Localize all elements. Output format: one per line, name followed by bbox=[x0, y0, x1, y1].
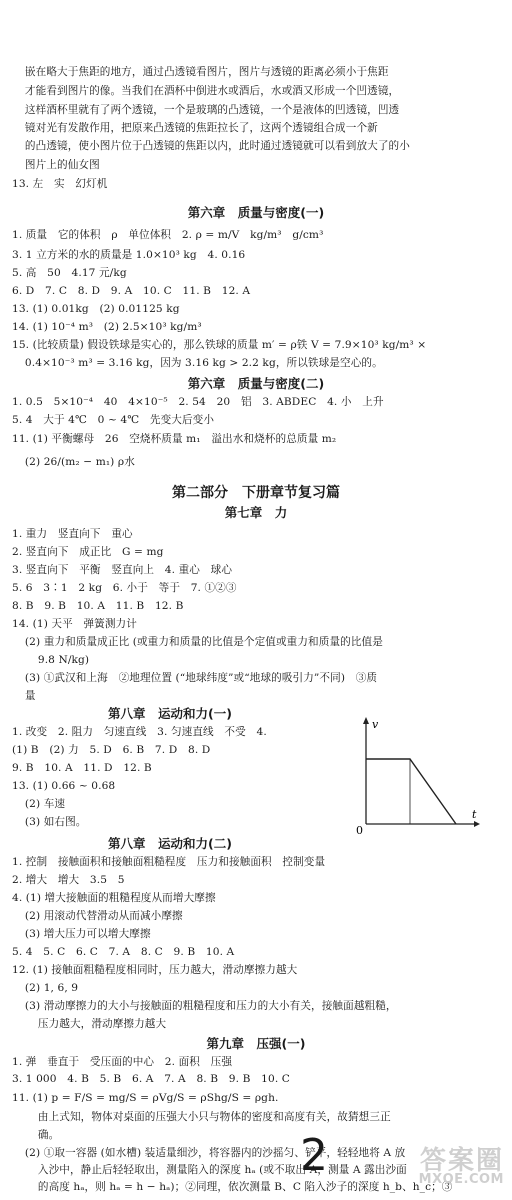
text-line: 这样酒杯里就有了两个透镜，一个是玻璃的凸透镜，一个是液体的凹透镜，凹透 bbox=[18, 104, 400, 116]
text-line: 入沙中，静止后轻轻取出，测量陷入的深度 hₐ (或不取出 A，测量 A 露出沙面 bbox=[24, 1164, 407, 1176]
text-line: 2. 增大 增大 3.5 5 bbox=[12, 874, 125, 886]
chapter-heading: 第六章 质量与密度(一) bbox=[187, 205, 325, 220]
text-line: 9.8 N/kg) bbox=[24, 654, 90, 666]
text-line: 2. 竖直向下 成正比 G = mg bbox=[12, 546, 164, 558]
t-axis-arrow bbox=[474, 821, 480, 827]
text-line: 才能看到图片的像。当我们在酒杯中倒进水或酒后，水或酒又形成一个凹透镜， bbox=[18, 85, 400, 97]
watermark-title: 答案圈 bbox=[419, 1146, 504, 1176]
text-line: 1. 改变 2. 阻力 匀速直线 3. 匀速直线 不受 4. bbox=[12, 726, 267, 738]
velocity-time-graph bbox=[352, 716, 480, 834]
text-line: 的高度 hₐ，则 hₐ = h − hₐ)；②同理，依次测量 B、C 陷入沙子的深度 h_b、h_c；③ bbox=[24, 1181, 453, 1193]
text-line: 的凸透镜，使小图片位于凸透镜的焦距以内，此时通过透镜就可以看到放大了的小 bbox=[18, 140, 410, 152]
text-line: 3. 1 立方米的水的质量是 1.0×10³ kg 4. 0.16 bbox=[12, 249, 246, 261]
text-line: (2) 车速 bbox=[18, 798, 66, 810]
text-line: 1. 弹 垂直于 受压面的中心 2. 面积 压强 bbox=[12, 1056, 233, 1068]
text-line: (3) 增大压力可以增大摩擦 bbox=[18, 928, 151, 940]
text-line: 11. (1) 平衡螺母 26 空烧杯质量 m₁ 溢出水和烧杯的总质量 m₂ bbox=[12, 433, 337, 445]
text-line: 5. 4 大于 4℃ 0 ~ 4℃ 先变大后变小 bbox=[12, 414, 215, 426]
chapter-heading: 第八章 运动和力(二) bbox=[108, 836, 232, 851]
text-line: 12. (1) 接触面粗糙程度相同时，压力越大，滑动摩擦力越大 bbox=[12, 964, 298, 976]
text-line: 14. (1) 天平 弹簧测力计 bbox=[12, 618, 137, 630]
text-line: 镜对光有发散作用，把原来凸透镜的焦距拉长了，这两个透镜组合成一个新 bbox=[18, 122, 378, 134]
text-line: 量 bbox=[18, 690, 36, 702]
text-line: 1. 0.5 5×10⁻⁴ 40 4×10⁻⁵ 2. 54 20 铝 3. ABDEC 4. 小 上升 bbox=[12, 396, 384, 408]
text-line: 1. 控制 接触面积和接触面粗糙程度 压力和接触面积 控制变量 bbox=[12, 856, 326, 868]
text-line: (2) 用滚动代替滑动从而减小摩擦 bbox=[18, 910, 183, 922]
text-line: 3. 1 000 4. B 5. B 6. A 7. A 8. B 9. B 10. C bbox=[12, 1073, 290, 1085]
watermark bbox=[388, 1140, 508, 1194]
chapter-heading: 第七章 力 bbox=[224, 505, 288, 520]
text-line: 3. 竖直向下 平衡 竖直向上 4. 重心 球心 bbox=[12, 564, 233, 576]
text-line: 14. (1) 10⁻⁴ m³ (2) 2.5×10³ kg/m³ bbox=[12, 321, 202, 333]
text-line: 6. D 7. C 8. D 9. A 10. C 11. B 12. A bbox=[12, 285, 251, 297]
text-line: (3) 如右图。 bbox=[18, 816, 87, 828]
text-line: 1. 重力 竖直向下 重心 bbox=[12, 528, 133, 540]
text-line: 5. 6 3∶1 2 kg 6. 小于 等于 7. ①②③ bbox=[12, 582, 237, 594]
t-axis-label: t bbox=[472, 808, 477, 821]
text-line: (2) 26/(m₂ − m₁) ρ水 bbox=[18, 456, 135, 468]
text-line: 13. (1) 0.01kg (2) 0.01125 kg bbox=[12, 303, 180, 315]
text-line: 确。 bbox=[24, 1129, 60, 1141]
text-line: (3) ①武汉和上海 ②地理位置 (“地球纬度”或“地球的吸引力”不同) ③质 bbox=[18, 672, 378, 684]
text-line: 5. 4 5. C 6. C 7. A 8. C 9. B 10. A bbox=[12, 946, 235, 958]
text-line: 8. B 9. B 10. A 11. B 12. B bbox=[12, 600, 184, 612]
text-line: 由上式知，物体对桌面的压强大小只与物体的密度和高度有关，故猜想三正 bbox=[24, 1111, 391, 1123]
velocity-line bbox=[366, 759, 456, 824]
v-axis-arrow bbox=[363, 717, 369, 724]
text-line: 13. 左 实 幻灯机 bbox=[12, 178, 108, 190]
text-line: (1) B (2) 力 5. D 6. B 7. D 8. D bbox=[12, 744, 211, 756]
text-line: (2) ①取一容器 (如水槽) 装适量细沙，将容器内的沙摇匀、铲平，轻轻地将 A 放 bbox=[18, 1147, 406, 1159]
text-line: 4. (1) 增大接触面的粗糙程度从而增大摩擦 bbox=[12, 892, 216, 904]
text-line: 11. (1) p = F/S = mg/S = ρVg/S = ρShg/S = ρgh. bbox=[12, 1092, 279, 1104]
text-line: 嵌在略大于焦距的地方，通过凸透镜看图片，图片与透镜的距离必须小于焦距 bbox=[18, 66, 389, 78]
text-line: 压力越大，滑动摩擦力越大 bbox=[24, 1018, 167, 1030]
origin-label: 0 bbox=[356, 824, 363, 834]
chapter-heading: 第九章 压强(一) bbox=[206, 1036, 306, 1051]
part-heading: 第二部分 下册章节复习篇 bbox=[172, 485, 340, 501]
text-line: 13. (1) 0.66 ~ 0.68 bbox=[12, 780, 116, 792]
text-line: 1. 质量 它的体积 ρ 单位体积 2. ρ = m/V kg/m³ g/cm³ bbox=[12, 229, 324, 241]
text-line: 5. 高 50 4.17 元/kg bbox=[12, 267, 127, 279]
page-number: 2 bbox=[300, 1130, 328, 1181]
text-line: (3) 滑动摩擦力的大小与接触面的粗糙程度和压力的大小有关，接触面越粗糙， bbox=[18, 1000, 397, 1012]
text-line: 9. B 10. A 11. D 12. B bbox=[12, 762, 152, 774]
chapter-heading: 第六章 质量与密度(二) bbox=[187, 376, 325, 391]
watermark-url: MXQE.COM bbox=[418, 1172, 504, 1187]
text-line: (2) 重力和质量成正比 (或重力和质量的比值是个定值或重力和质量的比值是 bbox=[18, 636, 383, 648]
text-line: 15. (比较质量) 假设铁球是实心的，那么铁球的质量 m′ = ρ铁 V = 7.9×10³ kg/m³ × bbox=[12, 339, 427, 351]
chapter-heading: 第八章 运动和力(一) bbox=[108, 706, 232, 721]
text-line: (2) 1, 6, 9 bbox=[18, 982, 79, 994]
v-axis-label: v bbox=[372, 718, 379, 731]
text-line: 图片上的仙女图 bbox=[18, 159, 100, 171]
text-line: 0.4×10⁻³ m³ = 3.16 kg，因为 3.16 kg > 2.2 kg，所以铁球是空心的。 bbox=[18, 357, 383, 369]
